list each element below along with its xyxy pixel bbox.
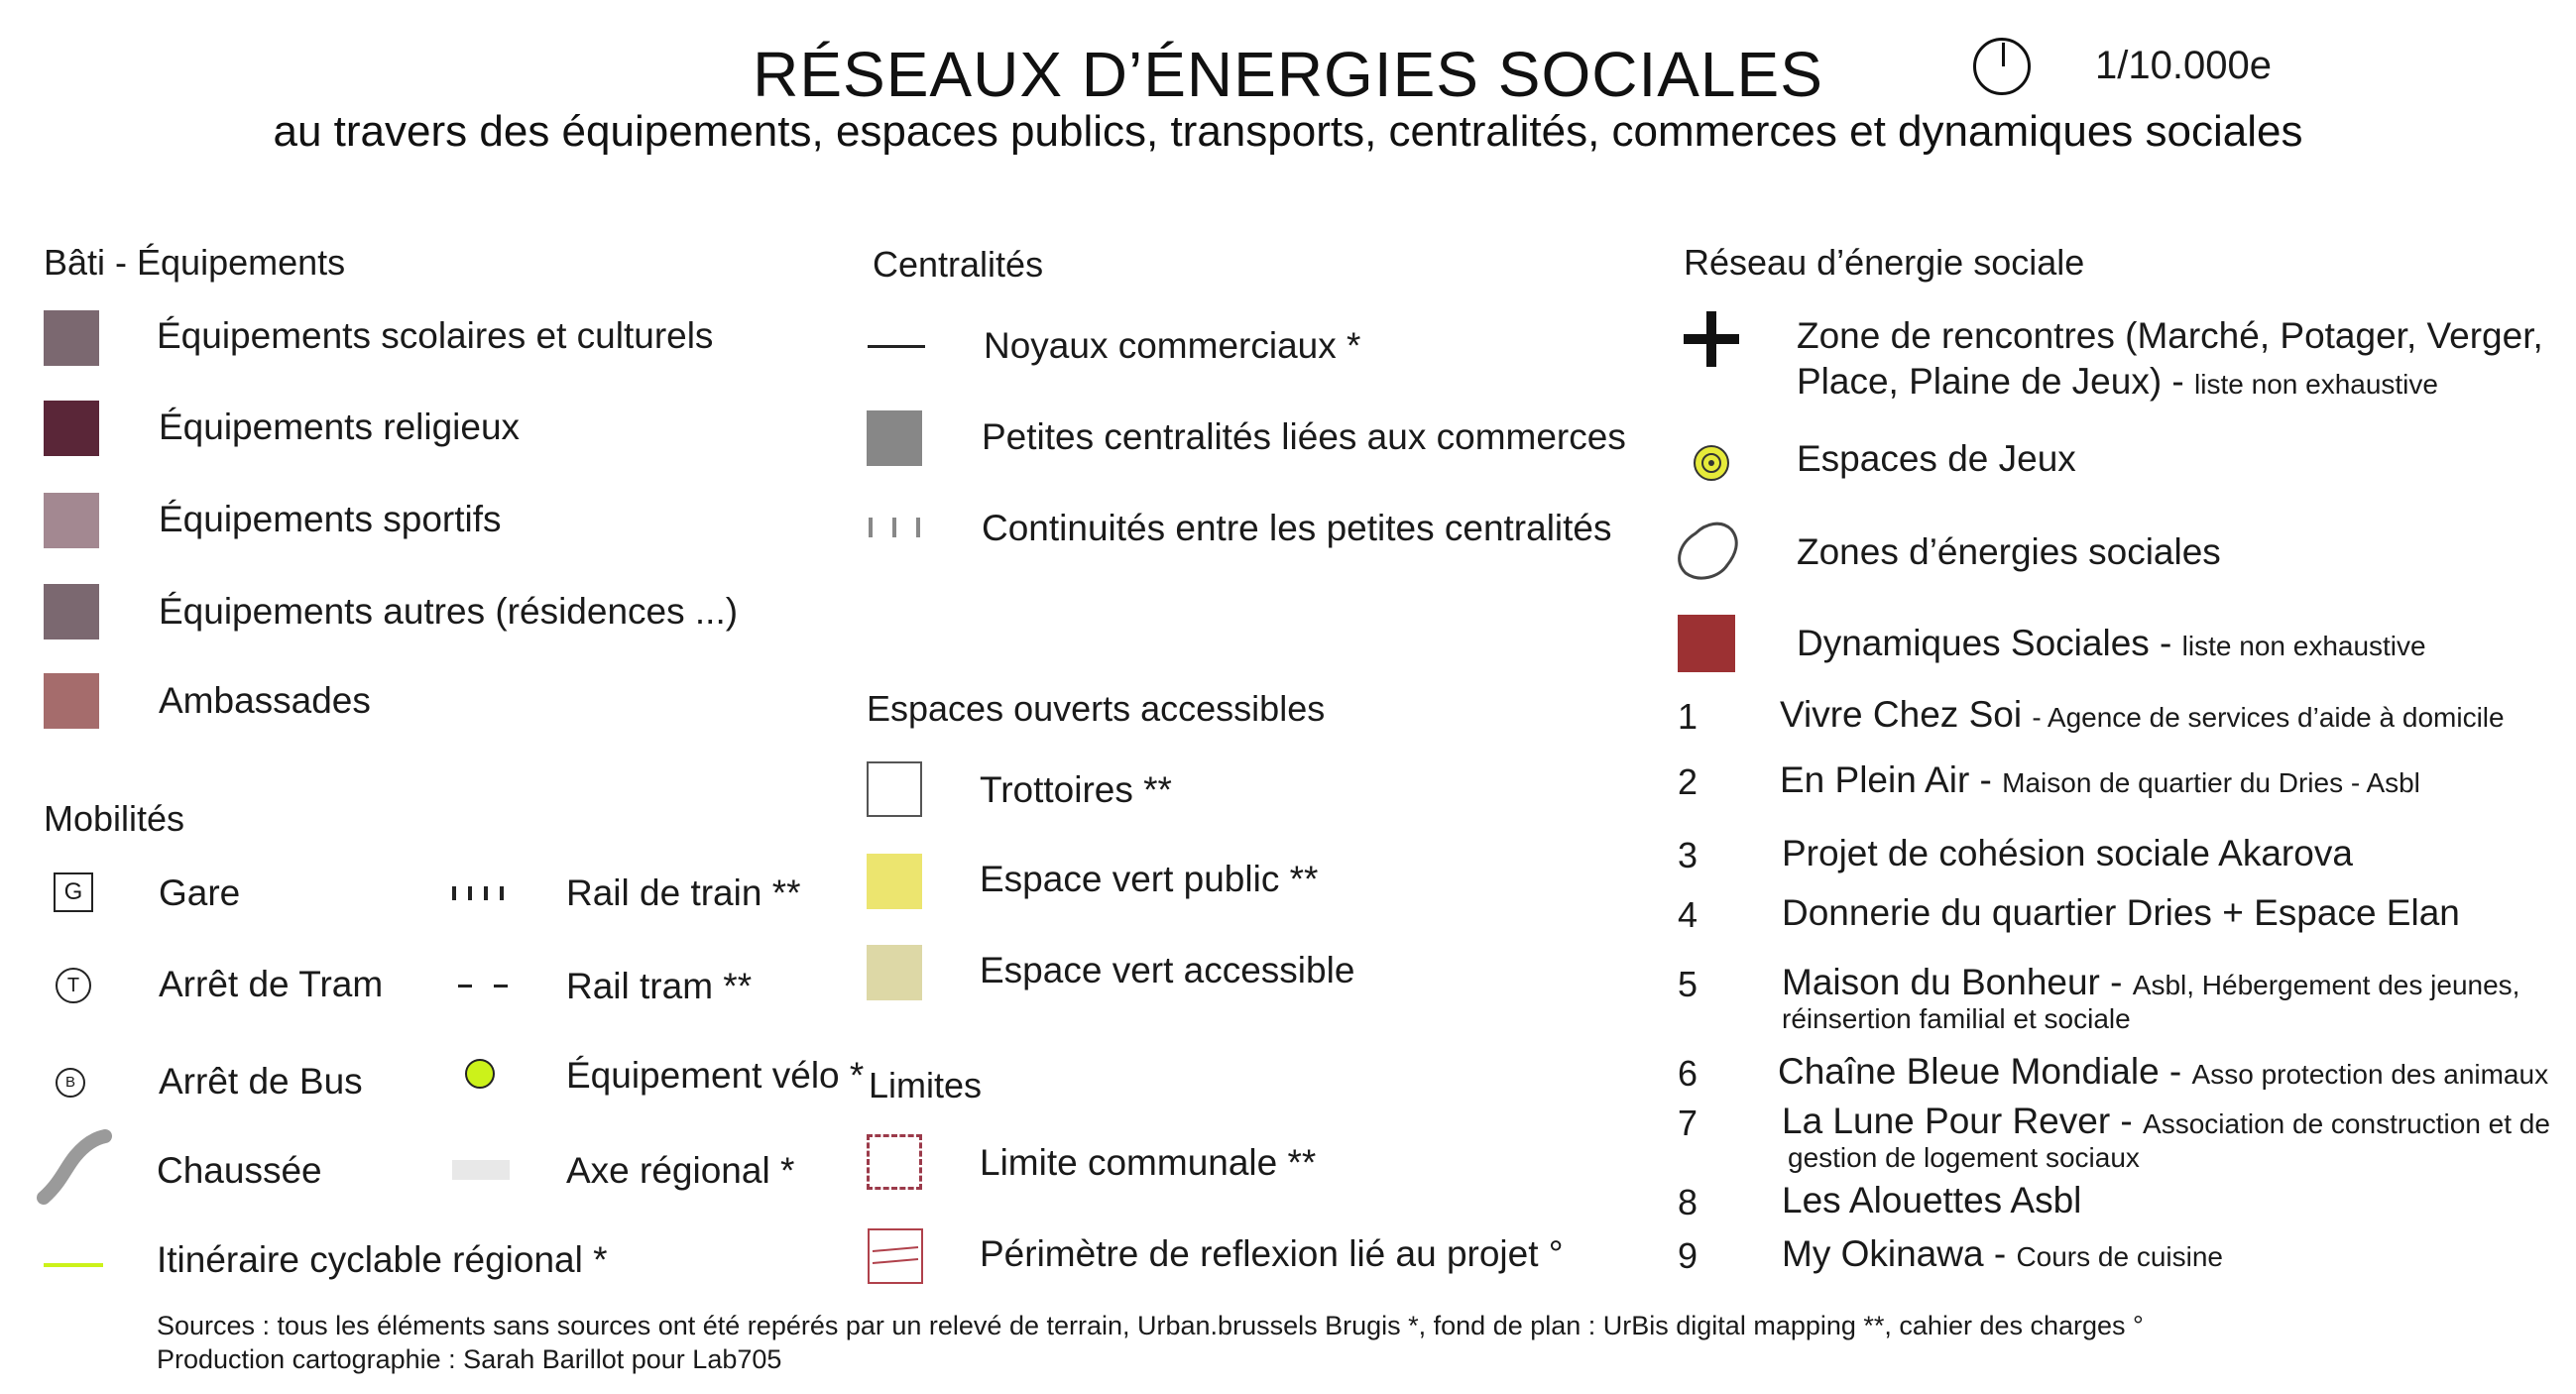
label-gare: Gare	[159, 872, 241, 913]
list-number-4: 4	[1678, 894, 1698, 935]
regional-axis-icon	[452, 1160, 510, 1180]
label-rail-train: Rail de train **	[566, 872, 801, 913]
bike-route-icon	[44, 1263, 103, 1267]
list-number-6: 6	[1678, 1053, 1698, 1094]
dashed-bars-icon	[867, 516, 926, 539]
section-heading-limites: Limites	[869, 1065, 983, 1105]
list-item-4-name: Donnerie du quartier Dries + Espace Elan	[1782, 892, 2460, 933]
swatch-equipements-scolaires	[44, 310, 99, 366]
label-zones-energies: Zones d’énergies sociales	[1797, 531, 2221, 572]
list-number-2: 2	[1678, 761, 1698, 802]
label-zone-rencontres-line2	[1797, 361, 2438, 403]
label-equipements-scolaires: Équipements scolaires et culturels	[157, 315, 714, 356]
swatch-petites-centralites	[867, 410, 922, 466]
label-noyaux-commerciaux: Noyaux commerciaux *	[984, 325, 1361, 366]
label-limite-communale: Limite communale **	[980, 1142, 1317, 1183]
label-continuites: Continuités entre les petites centralités	[982, 508, 1612, 548]
footer-credit: Production cartographie : Sarah Barillot pour Lab705	[157, 1344, 782, 1374]
label-arret-tram: Arrêt de Tram	[159, 964, 384, 1004]
hatched-border-icon	[867, 1227, 924, 1285]
swatch-espace-vert-public	[867, 854, 922, 909]
footer-sources: Sources : tous les éléments sans sources ont été repérés par un relevé de terrain, Urban.brussels Brugis *, fond de plan : UrBis digital mapping **, cahier des charges °	[157, 1311, 2144, 1340]
label-rail-tram: Rail tram **	[566, 966, 753, 1006]
section-heading-bati: Bâti - Équipements	[44, 242, 346, 283]
label-espace-vert-public: Espace vert public **	[980, 859, 1319, 899]
list-item-3	[1782, 833, 2353, 874]
list-item-8-name: Les Alouettes Asbl	[1782, 1180, 2082, 1220]
gare-icon: G	[54, 872, 93, 912]
list-item-2-name: En Plein Air -	[1780, 759, 2003, 800]
label-arret-bus: Arrêt de Bus	[159, 1061, 363, 1102]
dashed-border-icon	[867, 1134, 922, 1190]
section-heading-centralites: Centralités	[873, 244, 1044, 285]
list-number-9: 9	[1678, 1235, 1698, 1276]
bus-stop-icon: B	[56, 1068, 85, 1098]
list-number-5: 5	[1678, 964, 1698, 1004]
label-dynamiques-sociales	[1797, 623, 2426, 664]
zone-rencontres-note: liste non exhaustive	[2194, 369, 2438, 400]
tram-stop-icon: T	[56, 968, 91, 1003]
list-item-7-desc-line2: gestion de logement sociaux	[1788, 1142, 2140, 1173]
blob-outline-icon	[1674, 516, 1745, 587]
swatch-equipements-autres	[44, 584, 99, 639]
list-item-1-desc: - Agence de services d’aide à domicile	[2032, 702, 2505, 733]
label-ambassades: Ambassades	[159, 680, 371, 721]
list-item-6-desc: Asso protection des animaux	[2191, 1059, 2549, 1090]
list-number-3: 3	[1678, 835, 1698, 875]
list-item-9-desc: Cours de cuisine	[2016, 1241, 2223, 1272]
list-item-4	[1782, 892, 2460, 934]
line-icon	[868, 345, 925, 348]
swatch-equipements-sportifs	[44, 493, 99, 548]
list-item-9	[1782, 1233, 2223, 1275]
list-item-5-desc-line2: réinsertion familial et sociale	[1782, 1003, 2131, 1034]
list-item-7	[1782, 1101, 2550, 1142]
list-item-2	[1780, 759, 2420, 801]
swatch-espace-vert-accessible	[867, 945, 922, 1000]
list-item-6-name: Chaîne Bleue Mondiale -	[1778, 1051, 2192, 1092]
scale-label: 1/10.000e	[2095, 44, 2272, 87]
plus-icon	[1682, 309, 1741, 369]
swatch-equipements-religieux	[44, 401, 99, 456]
list-item-5-desc: Asbl, Hébergement des jeunes,	[2132, 970, 2520, 1000]
list-number-7: 7	[1678, 1103, 1698, 1143]
swatch-trottoires	[867, 761, 922, 817]
list-number-8: 8	[1678, 1182, 1698, 1222]
north-arrow-icon	[1973, 38, 2031, 95]
list-item-6	[1778, 1051, 2548, 1093]
list-item-7-desc: Association de construction et de	[2143, 1108, 2550, 1139]
list-item-5	[1782, 962, 2519, 1003]
list-item-9-name: My Okinawa -	[1782, 1233, 2017, 1274]
label-equipements-sportifs: Équipements sportifs	[159, 499, 502, 539]
label-itineraire-cyclable: Itinéraire cyclable régional *	[157, 1239, 608, 1280]
label-trottoires: Trottoires **	[980, 769, 1172, 810]
label-equipements-religieux: Équipements religieux	[159, 407, 521, 447]
list-item-3-name: Projet de cohésion sociale Akarova	[1782, 833, 2353, 873]
label-espaces-de-jeux: Espaces de Jeux	[1797, 438, 2076, 479]
section-heading-espaces: Espaces ouverts accessibles	[867, 688, 1326, 729]
swatch-ambassades	[44, 673, 99, 729]
list-item-2-desc: Maison de quartier du Dries - Asbl	[2002, 767, 2420, 798]
target-icon	[1692, 443, 1731, 483]
road-icon	[36, 1128, 115, 1208]
list-item-1-name: Vivre Chez Soi	[1780, 694, 2033, 735]
label-espace-vert-accessible: Espace vert accessible	[980, 950, 1355, 990]
swatch-dynamiques-sociales	[1678, 615, 1735, 672]
label-chaussee: Chaussée	[157, 1150, 322, 1191]
label-zone-rencontres: Zone de rencontres (Marché, Potager, Verger,	[1797, 315, 2543, 356]
section-heading-mobilites: Mobilités	[44, 798, 185, 839]
list-number-1: 1	[1678, 696, 1698, 737]
label-equipement-velo: Équipement vélo *	[566, 1055, 865, 1096]
list-item-7-name: La Lune Pour Rever -	[1782, 1101, 2144, 1141]
list-item-1	[1780, 694, 2505, 736]
section-heading-reseau: Réseau d’énergie sociale	[1684, 242, 2085, 283]
train-rail-icon	[450, 884, 510, 904]
tram-rail-icon	[456, 982, 516, 991]
label-equipements-autres: Équipements autres (résidences ...)	[159, 591, 739, 632]
label-axe-regional: Axe régional *	[566, 1150, 795, 1191]
label-petites-centralites: Petites centralités liées aux commerces	[982, 416, 1626, 457]
legend-subtitle: au travers des équipements, espaces publics, transports, centralités, commerces et dynamiques sociales	[273, 107, 2303, 156]
label-perimetre-reflexion: Périmètre de reflexion lié au projet °	[980, 1233, 1564, 1274]
bike-equipment-icon	[465, 1059, 495, 1089]
dynamiques-sociales-text: Dynamiques Sociales -	[1797, 623, 2182, 663]
legend-title: RÉSEAUX D’ÉNERGIES SOCIALES	[753, 39, 1823, 110]
zone-rencontres-line2-text: Place, Plaine de Jeux) -	[1797, 361, 2195, 402]
list-item-8	[1782, 1180, 2081, 1221]
dynamiques-sociales-note: liste non exhaustive	[2181, 631, 2426, 661]
list-item-5-name: Maison du Bonheur -	[1782, 962, 2133, 1002]
